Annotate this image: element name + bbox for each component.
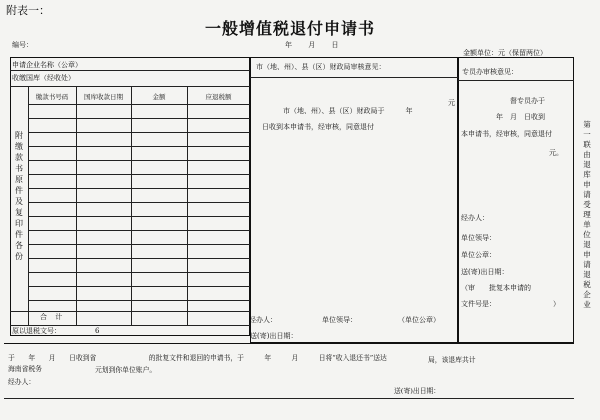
commissioner-header: 专员办审核意见： xyxy=(462,68,518,76)
rule xyxy=(76,86,77,325)
attachment-note: 附缴款书原件及复印件各份 xyxy=(15,131,23,261)
commissioner-unit-leader-label: 单位领导： xyxy=(461,234,496,242)
col-header-receipt-no: 缴款书号码 xyxy=(35,93,69,101)
commissioner-doc-no-end: ） xyxy=(553,300,560,308)
table-row xyxy=(28,202,250,203)
rule xyxy=(4,343,574,344)
table-row xyxy=(28,258,250,259)
table-row xyxy=(28,146,250,147)
table-row xyxy=(28,104,250,105)
bottom-line-1a: 于 年 月 日收到省 xyxy=(8,354,97,362)
bottom-line-2a: 海南省税务 xyxy=(8,365,42,373)
rule xyxy=(10,86,250,87)
rule xyxy=(458,80,574,81)
commissioner-line-1: 督专员办于 xyxy=(510,97,545,105)
finance-bureau-box xyxy=(250,57,458,343)
finance-bureau-header: 市（地、州）、县（区）财政局审核意见： xyxy=(256,63,386,71)
commissioner-line-3: 本申请书，经审核，同意退付 xyxy=(461,130,552,138)
finance-transfer-label: 送(寄)出日期： xyxy=(250,332,298,340)
table-row xyxy=(28,216,250,217)
table-row xyxy=(28,244,250,245)
table-row xyxy=(28,118,250,119)
rule xyxy=(250,77,458,78)
commissioner-doc-no-label: 文件号是： xyxy=(461,300,496,308)
col-header-treasury-date: 国库收款日期 xyxy=(84,93,123,101)
doc-number-label: 编号： xyxy=(12,41,33,49)
finance-handler-label: 经办人： xyxy=(249,316,277,324)
rule xyxy=(10,70,250,71)
total-row-line xyxy=(10,311,250,312)
rule xyxy=(28,86,29,325)
finance-line-2-unit: 元 xyxy=(448,99,455,107)
table-row xyxy=(28,188,250,189)
finance-unit-leader-label: 单位领导： xyxy=(322,316,357,324)
table-row xyxy=(28,272,250,273)
col-header-amount: 金额 xyxy=(152,93,166,101)
finance-line-1: 市（地、州）、县（区）财政局于 年 xyxy=(283,107,413,115)
applicant-name-label: 申请企业名称（公章） xyxy=(12,61,82,69)
table-row xyxy=(28,300,250,301)
rule xyxy=(10,325,250,326)
commissioner-transfer-label: 送(寄)出日期： xyxy=(461,268,509,276)
col-header-refund-amount: 应退税额 xyxy=(205,93,232,101)
annex-label: 附表一： xyxy=(6,4,50,17)
approval-doc-label: 原以退税文号： xyxy=(12,327,61,335)
commissioner-unit-seal-label: 单位公章： xyxy=(461,251,496,259)
commissioner-line-4: 元。 xyxy=(549,149,563,157)
bottom-transfer-label: 送(寄)出日期： xyxy=(394,387,441,395)
table-row xyxy=(28,230,250,231)
date-label: 年 月 日 xyxy=(285,41,339,49)
bottom-line-1c: 局，该退库共计 xyxy=(428,356,476,364)
finance-line-2: 日收到本申请书，经审核，同意退付 xyxy=(262,123,374,131)
collection-authority-label: 收缴国库（经收处） xyxy=(12,74,75,82)
table-row xyxy=(28,132,250,133)
rule xyxy=(187,86,188,325)
rule xyxy=(4,398,574,399)
bottom-line-2b: 元划到你单位账户。 xyxy=(95,366,157,374)
commissioner-handler-label: 经办人： xyxy=(461,214,489,222)
approval-doc-value: 6 xyxy=(95,327,100,335)
commissioner-approval-label: （审 批复本申请的 xyxy=(461,284,531,292)
form-title: 一般增值税退付申请书 xyxy=(205,19,376,38)
table-row xyxy=(28,174,250,175)
amount-unit-label: 金额单位：元（保留两位） xyxy=(463,49,547,57)
commissioner-line-2: 年 月 日收到 xyxy=(496,113,545,121)
bottom-line-1b: 的批复文件和退回的申请书，于 年 月 日将“收入退还书”送达 xyxy=(142,354,387,362)
bottom-handler-label: 经办人： xyxy=(8,378,36,386)
table-row xyxy=(28,286,250,287)
finance-seal-label: （单位公章） xyxy=(398,316,440,324)
table-row xyxy=(28,160,250,161)
total-label: 合 计 xyxy=(40,313,63,321)
copy-note: 第一联 由退库申请受理单位退申请退税企业 xyxy=(583,120,591,309)
rule xyxy=(131,86,132,325)
